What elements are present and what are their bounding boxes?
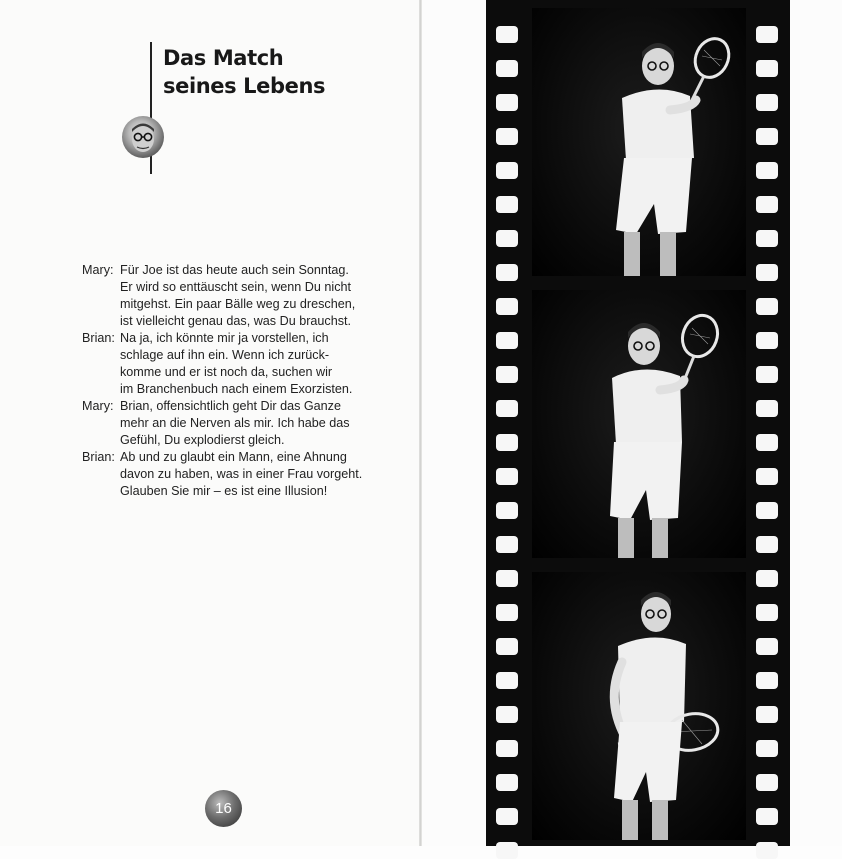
sprocket-hole	[496, 366, 518, 383]
sprocket-hole	[756, 230, 778, 247]
speaker-name: Brian:	[82, 450, 115, 464]
sprocket-hole	[756, 536, 778, 553]
sprocket-column-left	[496, 0, 520, 846]
sprocket-hole	[756, 774, 778, 791]
sprocket-hole	[756, 808, 778, 825]
sprocket-hole	[756, 264, 778, 281]
sprocket-hole	[756, 60, 778, 77]
sprocket-column-right	[756, 0, 780, 846]
speaker-name: Mary:	[82, 263, 114, 277]
portrait-icon	[122, 116, 164, 158]
film-frame-1	[532, 8, 746, 276]
dialogue-line	[82, 398, 402, 449]
title-line-2: seines Lebens	[163, 74, 326, 98]
sprocket-hole	[756, 298, 778, 315]
sprocket-hole	[496, 672, 518, 689]
sprocket-hole	[756, 638, 778, 655]
sprocket-hole	[496, 536, 518, 553]
sprocket-hole	[496, 604, 518, 621]
sprocket-hole	[496, 740, 518, 757]
speech-text: Für Joe ist das heute auch sein Sonntag. Er wird so enttäuscht sein, wenn Du nicht mitgehst. Ein paar Bälle weg zu dreschen, ist vielleicht genau das, was Du brauchst.	[120, 263, 356, 328]
title-line-1: Das Match	[163, 46, 284, 70]
sprocket-hole	[756, 366, 778, 383]
sprocket-hole	[756, 468, 778, 485]
page-title	[163, 44, 325, 100]
dialogue-line	[82, 262, 402, 330]
sprocket-hole	[756, 332, 778, 349]
sprocket-hole	[496, 468, 518, 485]
sprocket-hole	[496, 706, 518, 723]
sprocket-hole	[496, 128, 518, 145]
sprocket-hole	[756, 434, 778, 451]
sprocket-hole	[756, 706, 778, 723]
dialogue-line	[82, 330, 402, 398]
sprocket-hole	[496, 60, 518, 77]
sprocket-hole	[496, 774, 518, 791]
speech-text: Ab und zu glaubt ein Mann, eine Ahnung davon zu haben, was in einer Frau vorgeht. Glauben Sie mir – es ist eine Illusion!	[120, 450, 363, 498]
sprocket-hole	[756, 672, 778, 689]
speaker-name: Brian:	[82, 331, 115, 345]
dialogue	[82, 262, 402, 500]
sprocket-hole	[496, 502, 518, 519]
sprocket-hole	[756, 502, 778, 519]
sprocket-hole	[496, 808, 518, 825]
sprocket-hole	[756, 400, 778, 417]
sprocket-hole	[756, 162, 778, 179]
sprocket-hole	[496, 570, 518, 587]
sprocket-hole	[756, 604, 778, 621]
dialogue-line	[82, 449, 402, 500]
sprocket-hole	[496, 638, 518, 655]
sprocket-hole	[496, 230, 518, 247]
speech-text: Brian, offensichtlich geht Dir das Ganze mehr an die Nerven als mir. Ich habe das Gefühl, Du explodierst gleich.	[120, 399, 350, 447]
sprocket-hole	[496, 196, 518, 213]
sprocket-hole	[496, 26, 518, 43]
speech-text: Na ja, ich könnte mir ja vorstellen, ich schlage auf ihn ein. Wenn ich zurück- komme und er ist noch da, suchen wir im Branchenbuch nach einem Exorzisten.	[120, 331, 353, 396]
sprocket-hole	[496, 400, 518, 417]
sprocket-hole	[756, 570, 778, 587]
sprocket-hole	[496, 94, 518, 111]
sprocket-hole	[496, 332, 518, 349]
sprocket-hole	[756, 94, 778, 111]
speaker-name: Mary:	[82, 399, 114, 413]
left-page	[0, 0, 420, 846]
sprocket-hole	[496, 298, 518, 315]
film-strip	[486, 0, 790, 846]
page-number: 16	[205, 790, 242, 827]
sprocket-hole	[496, 264, 518, 281]
sprocket-hole	[756, 740, 778, 757]
film-frame-3	[532, 572, 746, 840]
sprocket-hole	[496, 434, 518, 451]
sprocket-hole	[756, 196, 778, 213]
film-frame-2	[532, 290, 746, 558]
sprocket-hole	[496, 162, 518, 179]
sprocket-hole	[756, 26, 778, 43]
sprocket-hole	[756, 128, 778, 145]
sprocket-hole	[756, 842, 778, 859]
sprocket-hole	[496, 842, 518, 859]
